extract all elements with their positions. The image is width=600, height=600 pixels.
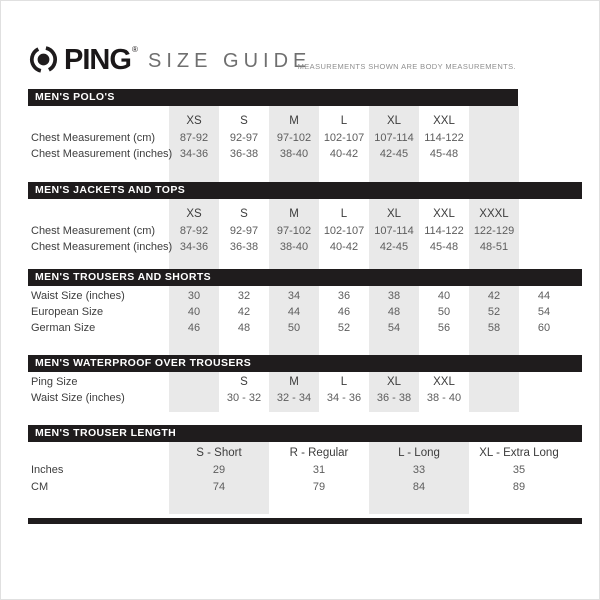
size-cell: 45-48 — [429, 241, 459, 253]
size-cell: 114-122 — [424, 132, 464, 144]
size-cell: 79 — [312, 481, 326, 493]
column-header: L — [340, 115, 348, 127]
size-cell: 52 — [337, 322, 351, 334]
size-cell: 107-114 — [374, 132, 414, 144]
size-cell: 32 - 34 — [276, 392, 312, 404]
size-cell: 87-92 — [179, 132, 209, 144]
column-header: XXL — [433, 115, 455, 127]
size-cell: 42 — [487, 290, 501, 302]
size-cell: 74 — [212, 481, 226, 493]
size-cell: 36 — [337, 290, 351, 302]
size-cell: 54 — [537, 306, 551, 318]
size-cell: 40-42 — [329, 241, 359, 253]
size-cell: 84 — [412, 481, 426, 493]
row-label: Waist Size (inches) — [31, 392, 125, 404]
section-title-bar-mens-jackets-and-tops — [28, 182, 582, 199]
size-cell: 38-40 — [279, 241, 309, 253]
size-cell: 50 — [437, 306, 451, 318]
size-cell: 31 — [312, 464, 326, 476]
section-title: MEN'S JACKETS AND TOPS — [35, 184, 186, 196]
size-cell: 35 — [512, 464, 526, 476]
column-header: S — [240, 115, 248, 127]
size-cell: 33 — [412, 464, 426, 476]
size-cell: 32 — [237, 290, 251, 302]
size-cell: 38-40 — [279, 148, 309, 160]
column-header: XL — [386, 115, 402, 127]
column-header: M — [289, 115, 299, 127]
size-cell: 107-114 — [374, 225, 414, 237]
size-cell: 34 — [287, 290, 301, 302]
row-label: Chest Measurement (cm) — [31, 132, 156, 144]
size-cell: 48 — [237, 322, 251, 334]
size-cell: 58 — [487, 322, 501, 334]
row-label: European Size — [31, 306, 104, 318]
size-cell: 36-38 — [229, 148, 259, 160]
section-title: MEN'S TROUSER LENGTH — [35, 427, 177, 439]
size-cell: 48-51 — [479, 241, 509, 253]
column-header: L — [340, 208, 348, 220]
section-title: MEN'S WATERPROOF OVER TROUSERS — [35, 357, 252, 369]
size-cell: 54 — [387, 322, 401, 334]
size-cell: 40 — [187, 306, 201, 318]
size-cell: 102-107 — [323, 225, 365, 237]
tagline-note: MEASUREMENTS SHOWN ARE BODY MEASUREMENTS. — [297, 62, 516, 71]
column-header: L - Long — [398, 447, 440, 459]
column-header: L — [340, 376, 348, 388]
size-cell: 40 — [437, 290, 451, 302]
size-cell: 45-48 — [429, 148, 459, 160]
registered-mark-icon: ® — [132, 45, 138, 54]
row-label: Inches — [31, 464, 64, 476]
size-cell: 122-129 — [473, 225, 515, 237]
size-cell: 40-42 — [329, 148, 359, 160]
column-header: M — [289, 376, 299, 388]
size-cell: 34-36 — [179, 241, 209, 253]
column-header: XS — [186, 115, 202, 127]
size-cell: 56 — [437, 322, 451, 334]
size-cell: 44 — [287, 306, 301, 318]
size-cell: 97-102 — [276, 132, 312, 144]
section-title-bar-mens-trousers-and-shorts — [28, 269, 582, 286]
row-label: German Size — [31, 322, 96, 334]
section-title-bar-mens-polos — [28, 89, 518, 106]
column-header: S — [240, 208, 248, 220]
size-cell: 46 — [337, 306, 351, 318]
size-cell: 89 — [512, 481, 526, 493]
size-cell: 87-92 — [179, 225, 209, 237]
column-header: XXL — [433, 376, 455, 388]
size-cell: 36-38 — [229, 241, 259, 253]
ping-logo-icon — [28, 44, 59, 75]
size-cell: 52 — [487, 306, 501, 318]
brand-name: PING — [64, 44, 131, 76]
bottom-rule — [28, 518, 582, 524]
size-cell: 114-122 — [424, 225, 464, 237]
row-label: Waist Size (inches) — [31, 290, 125, 302]
size-cell: 38 — [387, 290, 401, 302]
section-title-bar-mens-trouser-length — [28, 425, 582, 442]
size-cell: 44 — [537, 290, 551, 302]
column-header: S — [240, 376, 248, 388]
row-label: Ping Size — [31, 376, 78, 388]
size-cell: 48 — [387, 306, 401, 318]
size-cell: 36 - 38 — [376, 392, 412, 404]
row-label: CM — [31, 481, 49, 493]
size-cell: 38 - 40 — [426, 392, 462, 404]
size-cell: 29 — [212, 464, 226, 476]
size-cell: 34 - 36 — [326, 392, 362, 404]
row-label: Chest Measurement (cm) — [31, 225, 156, 237]
size-cell: 46 — [187, 322, 201, 334]
column-header: M — [289, 208, 299, 220]
section-title-bar-mens-waterproof-over-trousers — [28, 355, 582, 372]
size-cell: 34-36 — [179, 148, 209, 160]
size-cell: 50 — [287, 322, 301, 334]
size-cell: 42 — [237, 306, 251, 318]
column-header: XS — [186, 208, 202, 220]
column-header: R - Regular — [289, 447, 349, 459]
column-header: XXL — [433, 208, 455, 220]
section-title: MEN'S POLO'S — [35, 91, 115, 103]
size-cell: 60 — [537, 322, 551, 334]
column-header: S - Short — [196, 447, 242, 459]
section-title: MEN'S TROUSERS AND SHORTS — [35, 271, 212, 283]
size-cell: 102-107 — [323, 132, 365, 144]
size-cell: 42-45 — [379, 148, 409, 160]
column-header: XL - Extra Long — [479, 447, 559, 459]
row-label: Chest Measurement (inches) — [31, 241, 173, 253]
size-cell: 30 - 32 — [226, 392, 262, 404]
column-header: XXXL — [479, 208, 509, 220]
size-cell: 92-97 — [229, 225, 259, 237]
size-cell: 97-102 — [276, 225, 312, 237]
column-header: XL — [386, 208, 402, 220]
size-cell: 42-45 — [379, 241, 409, 253]
page-title: SIZE GUIDE — [148, 50, 312, 72]
column-header: XL — [386, 376, 402, 388]
size-cell: 30 — [187, 290, 201, 302]
row-label: Chest Measurement (inches) — [31, 148, 173, 160]
size-cell: 92-97 — [229, 132, 259, 144]
